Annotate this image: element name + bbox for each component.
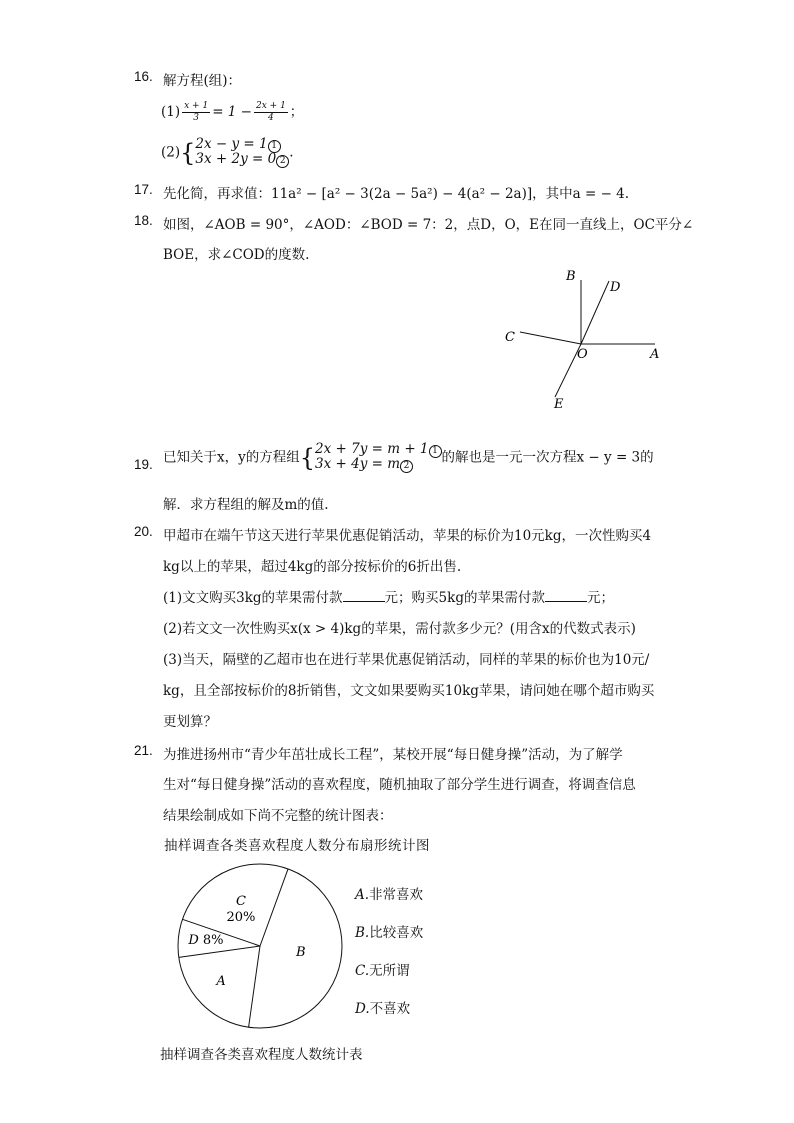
point-label-D: D — [610, 280, 621, 295]
question-number: 16. — [134, 69, 153, 84]
angle-figure — [490, 262, 680, 412]
pie-chart — [170, 860, 350, 1032]
circled-number: 2 — [400, 460, 413, 473]
question-text: BOE，求∠COD的度数. — [163, 247, 310, 263]
question-text: 解．求方程组的解及m的值. — [163, 497, 329, 513]
question-text: 已知关于x，y的方程组{2x + 7y = m + 1 1 3x + 4y = m 2的解也是一元一次方程x − y = 3的 — [163, 441, 654, 472]
pie-chart-title: 抽样调查各类喜欢程度人数分布扇形统计图 — [164, 838, 430, 854]
sub-question-3: (3)当天，隔壁的乙超市也在进行苹果优惠促销活动，同样的苹果的标价也为10元/ — [163, 652, 650, 668]
legend-item-d: D.不喜欢 — [355, 1001, 411, 1017]
question-text: kg以上的苹果，超过4kg的部分按标价的6折出售. — [163, 559, 462, 575]
question-number: 21. — [134, 743, 153, 758]
point-label-E: E — [554, 397, 564, 412]
question-text: 先化简，再求值：11a² − [a² − 3(2a − 5a²) − 4(a² − 2a)]，其中a = − 4. — [163, 186, 630, 202]
sub-question-2: (2)若文文一次性购买x(x > 4)kg的苹果，需付款多少元？(用含x的代数式表示) — [163, 621, 636, 637]
pie-label-d: D 8% — [188, 932, 224, 948]
question-number: 17. — [134, 182, 153, 197]
question-text: 生对“每日健身操”活动的喜欢程度，随机抽取了部分学生进行调查，将调查信息 — [163, 777, 636, 793]
ray-OD — [581, 281, 609, 344]
circled-number: 2 — [276, 155, 289, 168]
question-text: 如图，∠AOB = 90°，∠AOD：∠BOD = 7：2，点D，O，E在同一直线上，OC平分∠ — [163, 217, 694, 233]
legend-item-c: C.无所谓 — [355, 963, 410, 979]
pie-value-c: 20% — [226, 910, 256, 926]
question-number: 20. — [134, 524, 153, 539]
legend-item-a: A.非常喜欢 — [355, 887, 424, 903]
circled-number: 1 — [268, 140, 281, 153]
question-title: 解方程(组)： — [163, 73, 242, 89]
point-label-C: C — [505, 330, 515, 345]
point-label-O: O — [577, 347, 588, 362]
point-label-B: B — [566, 269, 576, 284]
question-text: 结果绘制成如下尚不完整的统计图表： — [163, 808, 393, 824]
answer-blank — [343, 589, 385, 602]
legend-item-b: B.比较喜欢 — [355, 925, 424, 941]
question-number: 19. — [134, 457, 153, 472]
sub-question-3-cont: 更划算？ — [163, 714, 217, 730]
question-text: 甲超市在端午节这天进行苹果优惠促销活动，苹果的标价为10元kg，一次性购买4 — [163, 528, 652, 544]
pie-label-b: B — [295, 945, 306, 961]
pie-label-c: C — [236, 894, 246, 910]
answer-blank — [545, 589, 587, 602]
sub-question-1: (1)文文购买3kg的苹果需付款 元；购买5kg的苹果需付款 元； — [163, 590, 614, 606]
circled-number: 1 — [429, 445, 442, 458]
pie-label-a: A — [216, 973, 226, 989]
equation-system-2: (2){2x − y = 1 1 3x + 2y = 0 2. — [161, 136, 294, 167]
question-number: 18. — [134, 213, 153, 228]
equation-1: (1) $\frac{x + 1}{3}$ = 1 − $\frac{2x + 1}{4}$ ； — [161, 101, 304, 123]
ray-OC — [520, 332, 581, 344]
table-title: 抽样调查各类喜欢程度人数统计表 — [160, 1047, 363, 1063]
question-text: 为推进扬州市“青少年茁壮成长工程”，某校开展“每日健身操”活动，为了解学 — [163, 747, 623, 763]
sub-question-3-cont: kg，且全部按标价的8折销售，文文如果要购买10kg苹果，请问她在哪个超市购买 — [163, 683, 655, 699]
point-label-A: A — [650, 347, 660, 362]
